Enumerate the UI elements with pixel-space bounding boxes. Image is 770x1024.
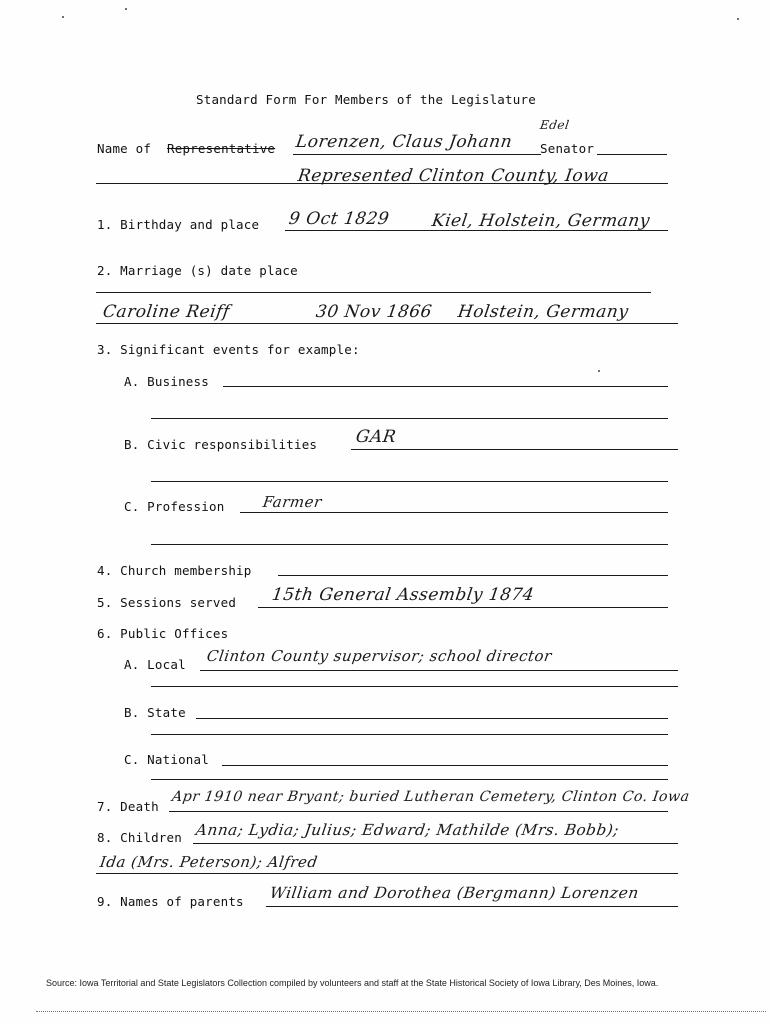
- q6a-line-1: [200, 670, 678, 671]
- scan-speck: [62, 16, 64, 18]
- q3c-line-1: [240, 512, 668, 513]
- q5-line: [258, 607, 668, 608]
- q2-marriage-label: 2. Marriage (s) date place: [97, 263, 298, 278]
- name-line-2: [96, 183, 668, 184]
- handwritten-children-2: Ida (Mrs. Peterson); Alfred: [98, 853, 319, 871]
- q4-line: [278, 575, 668, 576]
- q1-birthday-label: 1. Birthday and place: [97, 217, 260, 232]
- q3c-profession-label: C. Profession: [124, 499, 225, 514]
- form-title: Standard Form For Members of the Legislature: [196, 92, 536, 107]
- handwritten-profession: Farmer: [261, 493, 324, 511]
- q4-church-label: 4. Church membership: [97, 563, 252, 578]
- senator-label: Senator: [540, 141, 595, 156]
- q2-line-1: [96, 292, 651, 293]
- handwritten-sessions: 15th General Assembly 1874: [270, 585, 536, 605]
- q6c-line-1: [222, 765, 668, 766]
- q6b-line-2: [151, 734, 668, 735]
- handwritten-local-office: Clinton County supervisor; school director: [205, 647, 554, 665]
- scan-speck: [598, 370, 600, 372]
- handwritten-spouse: Caroline Reiff: [101, 302, 232, 322]
- q3-events-label: 3. Significant events for example:: [97, 342, 360, 357]
- q8-children-label: 8. Children: [97, 830, 182, 845]
- q6b-state-label: B. State: [124, 705, 186, 720]
- name-line: [293, 154, 541, 155]
- q6c-national-label: C. National: [124, 752, 209, 767]
- q3c-line-2: [151, 544, 668, 545]
- handwritten-birth-date: 9 Oct 1829: [287, 209, 391, 229]
- handwritten-represented: Represented Clinton County, Iowa: [296, 166, 611, 186]
- q3a-line-1: [223, 386, 668, 387]
- q7-death-label: 7. Death: [97, 799, 159, 814]
- q5-sessions-label: 5. Sessions served: [97, 595, 237, 610]
- q3a-line-2: [151, 418, 668, 419]
- handwritten-parents: William and Dorothea (Bergmann) Lorenzen: [268, 884, 641, 902]
- q3b-line-2: [151, 481, 668, 482]
- q6b-line-1: [196, 718, 668, 719]
- name-label-prefix: Name of: [97, 141, 152, 156]
- handwritten-birth-place: Kiel, Holstein, Germany: [430, 211, 652, 231]
- q6a-local-label: A. Local: [124, 657, 186, 672]
- bottom-edge: [36, 1011, 766, 1012]
- q9-parents-label: 9. Names of parents: [97, 894, 244, 909]
- handwritten-name: Lorenzen, Claus Johann: [294, 132, 514, 152]
- q7-line: [169, 811, 668, 812]
- handwritten-death: Apr 1910 near Bryant; buried Lutheran Cemetery, Clinton Co. Iowa: [170, 789, 691, 805]
- handwritten-marriage-date: 30 Nov 1866: [314, 302, 434, 322]
- q6-offices-label: 6. Public Offices: [97, 626, 229, 641]
- senator-line: [597, 154, 667, 155]
- q3a-business-label: A. Business: [124, 374, 209, 389]
- handwritten-children-1: Anna; Lydia; Julius; Edward; Mathilde (Mrs. Bobb);: [194, 821, 621, 839]
- q9-line: [266, 906, 678, 907]
- representative-label: Representative: [167, 141, 276, 156]
- q2-line-2: [96, 323, 678, 324]
- scan-speck: [737, 18, 739, 20]
- source-note: Source: Iowa Territorial and State Legislators Collection compiled by volunteers and staff at the State Historical Society of Iowa Library, Des Moines, Iowa.: [46, 978, 659, 988]
- handwritten-name-above: Edel: [539, 118, 571, 132]
- handwritten-civic: GAR: [354, 427, 398, 447]
- scan-speck: [125, 8, 127, 10]
- q6a-line-2: [151, 686, 678, 687]
- q3b-civic-label: B. Civic responsibilities: [124, 437, 318, 452]
- q3b-line-1: [351, 449, 678, 450]
- q6c-line-2: [151, 779, 668, 780]
- q8-line-2: [96, 873, 678, 874]
- q8-line-1: [193, 843, 678, 844]
- handwritten-marriage-place: Holstein, Germany: [456, 302, 630, 322]
